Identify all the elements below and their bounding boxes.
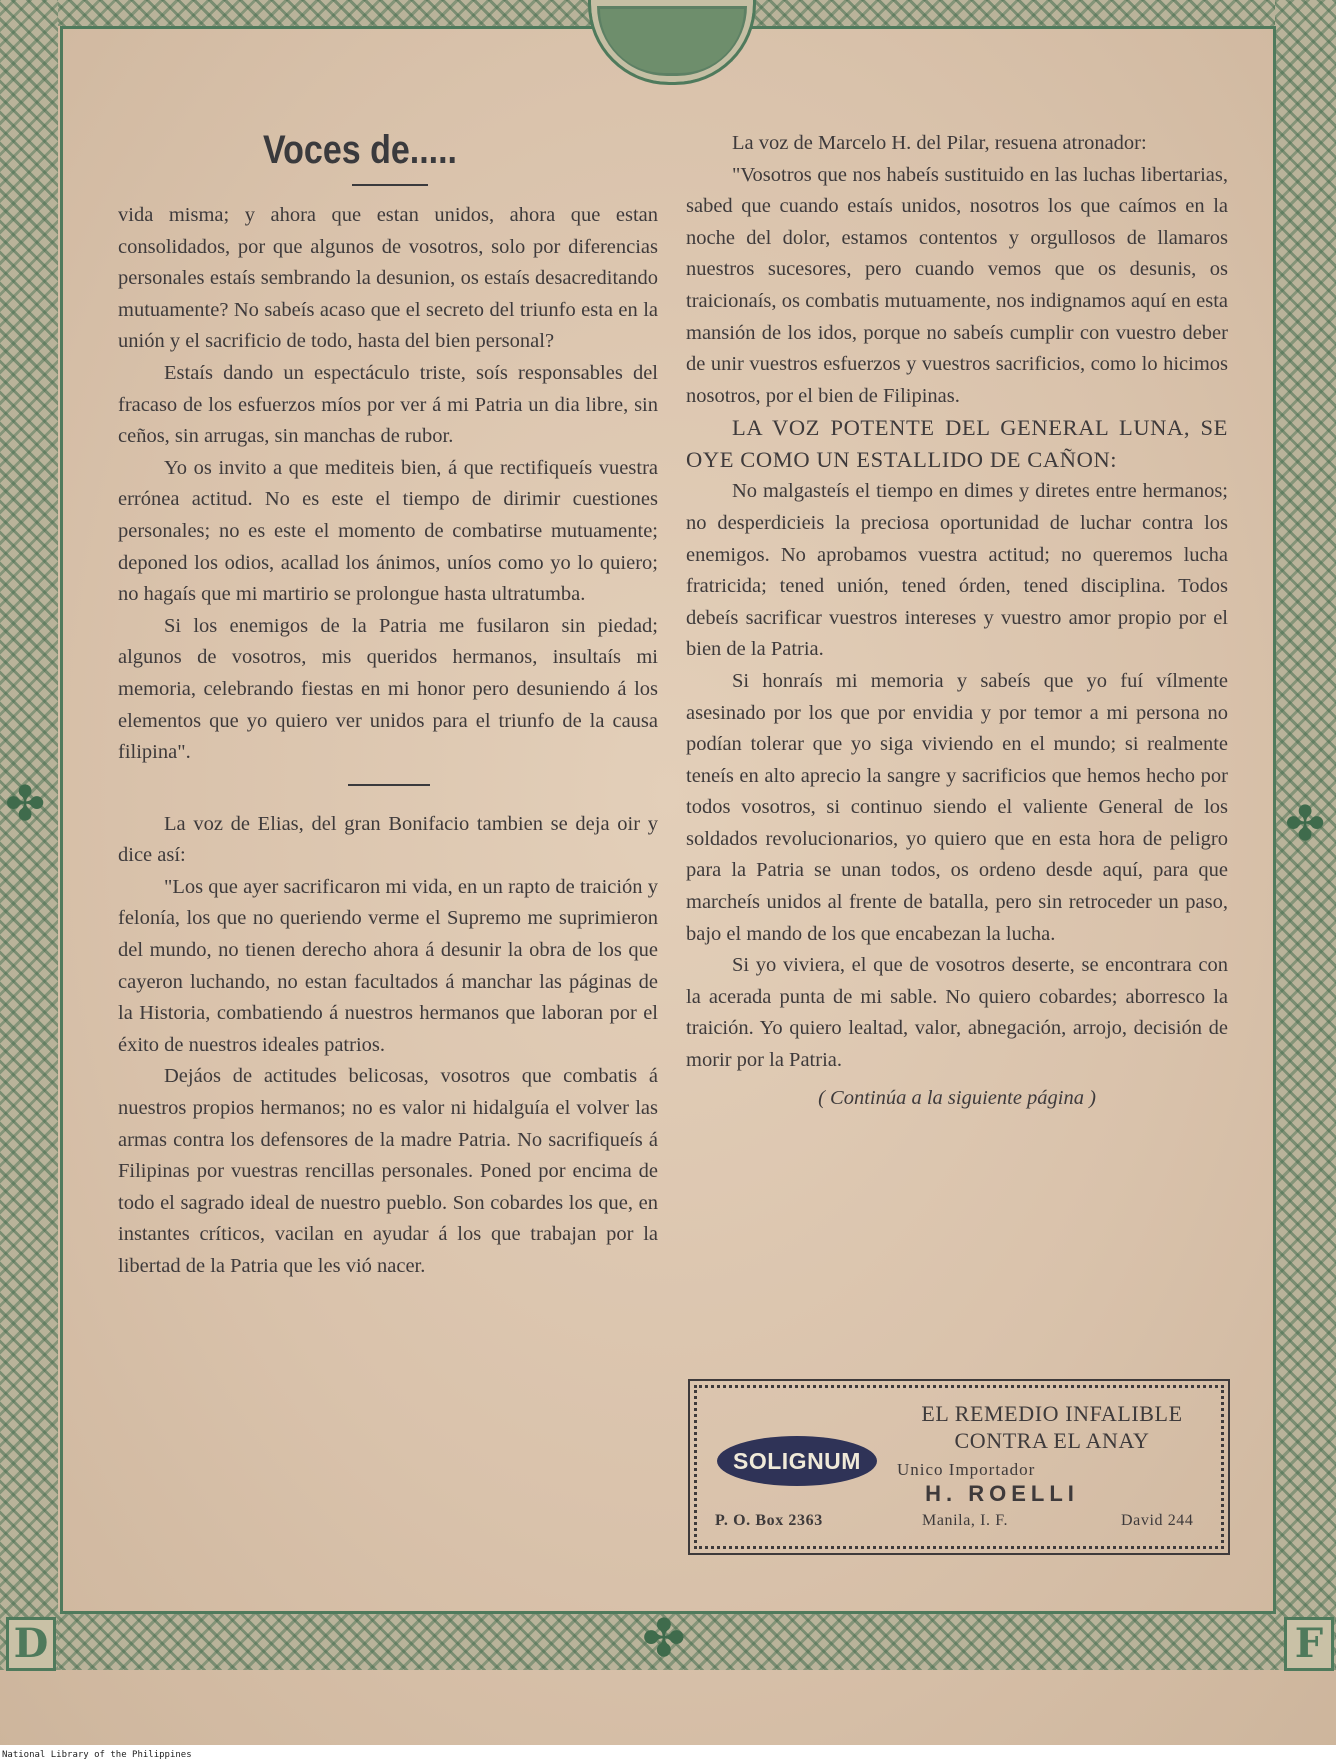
paragraph: La voz de Elias, del gran Bonifacio tambien se deja oir y dice así:	[118, 812, 658, 867]
paragraph: Si honraís mi memoria y sabeís que yo fuí vílmente asesinado por los que por envidia y por temor a mi persona no podían tolerar que yo siga viviendo en el mundo; si realmente teneís en alto aprecio la sangre y sacrificios que hemos hecho por todos vosotros, si continuo siendo el valiente General de los soldados revolucionarios, yo quiero que en esta hora de peligro para la Patria se unan todos, os ordeno desde aquí, para que marcheís unidos al frente de batalla, pero sin retroceder un paso, bajo el mando de los que encabezan la lucha.	[686, 669, 1228, 945]
ad-headline-line1: EL REMEDIO INFALIBLE	[921, 1401, 1183, 1426]
continued-note: ( Continúa a la siguiente página )	[818, 1086, 1096, 1109]
page-title: Voces de.....	[262, 128, 458, 172]
paragraph: Yo os invito a que mediteis bien, á que rectifiqueís vuestra errónea actitud. No es este el tiempo de dirimir cuestiones personales; no es este el momento de combatirse mutuamente; deponed los odios, acallad los ánimos, uníos como yo lo quiero; no hagaís que mi martirio se prolongue hasta ultratumba.	[118, 456, 658, 606]
ad-importer-name: H. ROELLI	[925, 1481, 1079, 1506]
paragraph: La voz de Marcelo H. del Pilar, resuena atronador:	[732, 132, 1147, 154]
ad-headline	[897, 1400, 1207, 1454]
paragraph: Si los enemigos de la Patria me fusilaron sin piedad; algunos de vosotros, mis queridos hermanos, insultaís mi memoria, celebrando fiestas en mi honor pero desuniendo á los elementos que yo quiero ver unidos para el triunfo de la causa filipina".	[118, 614, 658, 764]
ad-city: Manila, I. F.	[922, 1512, 1009, 1529]
paragraph: Estaís dando un espectáculo triste, soís responsables del fracaso de los esfuerzos míos por ver á mi Patria un dia libre, sin ceños, sin arrugas, sin manchas de rubor.	[118, 361, 658, 448]
ad-importer-label: Unico Importador	[897, 1460, 1036, 1479]
border-left	[0, 0, 58, 1670]
flower-ornament-icon: ✤	[1285, 796, 1326, 852]
paragraph: "Los que ayer sacrificaron mi vida, en un rapto de traición y felonía, los que no queriendo verme el Supremo me suprimieron del mundo, no tienen derecho ahora á desunir la obra de los que cayeron luchando, no estan facultados á manchar las páginas de la Historia, combatiendo á nuestros hermanos que laboran por el éxito de nuestros ideales patrios.	[118, 875, 658, 1056]
flower-ornament-icon: ✤	[642, 1609, 686, 1669]
right-column	[686, 128, 1228, 1114]
corner-letter-right: F	[1284, 1617, 1334, 1671]
left-column	[118, 200, 658, 1283]
ad-po-box: P. O. Box 2363	[715, 1512, 823, 1529]
paragraph: Dejáos de actitudes belicosas, vosotros que combatis á nuestros propios hermanos; no es valor ni hidalguía el volver las armas contra los defensores de la madre Patria. No sacrifiqueís á Filipinas por vuestras rencillas personales. Poned por encima de todo el sagrado ideal de nuestro pueblo. Son cobardes los que, en instantes críticos, vacilan en ayudar á los que trabajan por la libertad de la Patria que les vió nacer.	[118, 1065, 658, 1277]
scan-margin	[0, 1745, 1336, 1763]
paragraph: Si yo viviera, el que de vosotros deserte, se encontrara con la acerada punta de mi sable. No quiero cobardes; aborresco la traición. Yo quiero lealtad, valor, abnegación, arrojo, decisión de morir por la Patria.	[686, 954, 1228, 1072]
flower-ornament-icon: ✤	[5, 776, 46, 832]
paragraph: No malgasteís el tiempo en dimes y diretes entre hermanos; no desperdicieis la preciosa oportunidad de luchar contra los enemigos. No aprobamos vuestra actitud; no queremos lucha fratricida; tened unión, tened órden, tened disciplina. Todos debeís sacrificar vuestros intereses y vuestro amor propio por el bien de la Patria.	[686, 480, 1228, 661]
paragraph: vida misma; y ahora que estan unidos, ahora que estan consolidados, por que algunos de vosotros, solo por diferencias personales estaís sembrando la desunion, os estaís desacreditando mutuamente? No sabeís acaso que el secreto del triunfo esta en la unión y el sacrificio de todo, hasta del bien personal?	[118, 204, 658, 353]
corner-letter-left: D	[6, 1617, 56, 1671]
section-heading: LA VOZ POTENTE DEL GENERAL LUNA, SE OYE COMO UN ESTALLIDO DE CAÑON:	[686, 415, 1228, 473]
ad-headline-line2: CONTRA EL ANAY	[954, 1428, 1150, 1453]
paragraph: "Vosotros que nos habeís sustituido en las luchas libertarias, sabed que cuando estaís unidos, nosotros los que caímos en la noche del dolor, estamos contentos y orgullosos de llamaros nuestros sucesores, pero cuando vemos que os desunis, os traicionaís, os combatis mutuamente, nos indignamos aquí en esta mansión de los idos, porque no sabeís cumplir con vuestro deber de unir vuestros esfuerzos y vuestros sacrificios, como lo hicimos nosotros, por el bien de Filipinas.	[686, 163, 1228, 407]
ad-street: David 244	[1121, 1512, 1194, 1529]
section-divider	[118, 769, 658, 809]
solignum-logo: SOLIGNUM	[717, 1436, 877, 1486]
library-credit: National Library of the Philippines	[2, 1750, 192, 1760]
solignum-advertisement	[694, 1385, 1224, 1549]
title-underline	[352, 184, 428, 186]
